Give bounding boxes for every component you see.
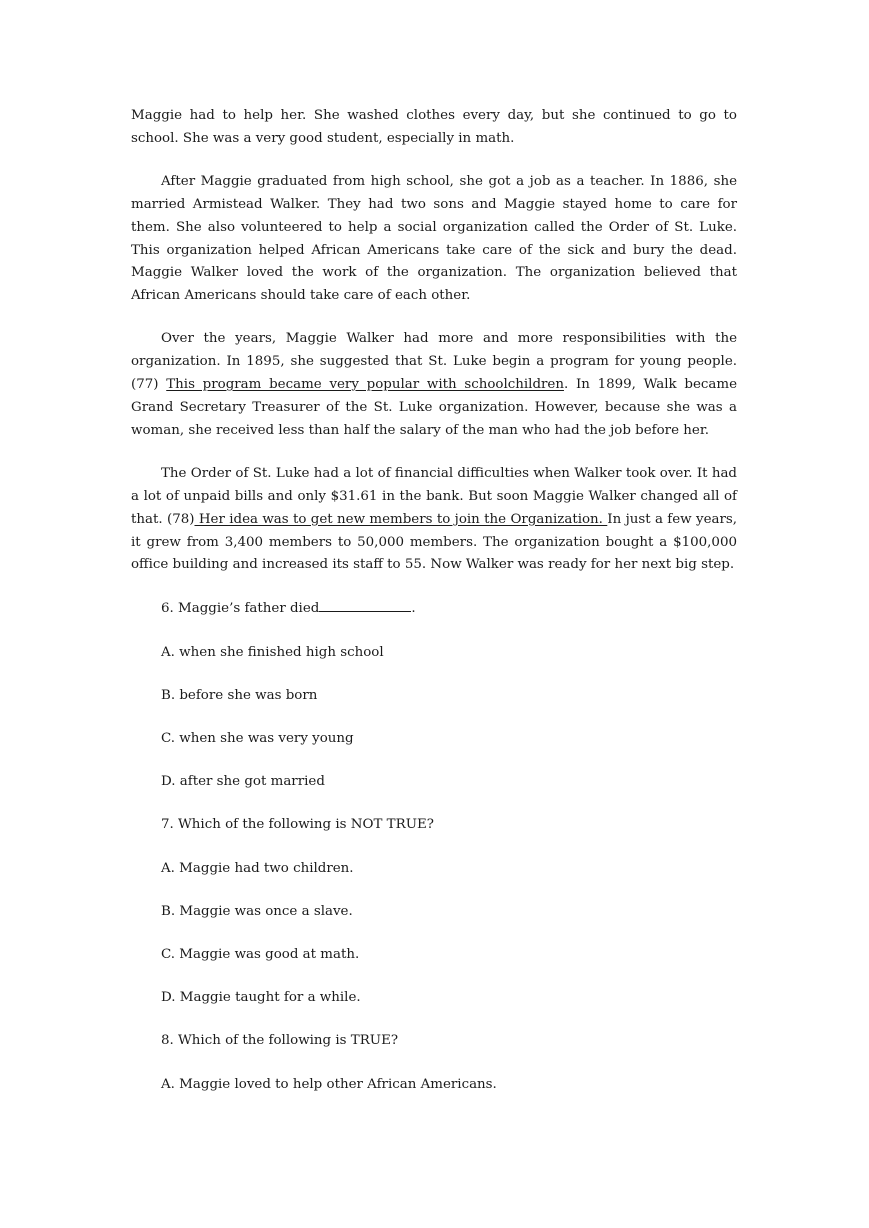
question-stem-end: . [411, 601, 416, 617]
answer-option-d: D. after she got married [161, 774, 325, 790]
passage-text: . In 1899, Walk became Grand Secretary Treasurer of the St. Luke organization. However, because she was a woman, she received less than half the salary of the man who had the job before her. [131, 377, 737, 438]
passage-paragraph-4 [131, 463, 737, 578]
question-6 [131, 597, 737, 794]
answer-option-c: C. when she was very young [161, 730, 354, 746]
document-page [131, 105, 737, 1117]
answer-option-c: C. Maggie was good at math. [161, 946, 360, 962]
question-stem: 7. Which of the following is NOT TRUE? [161, 817, 434, 833]
passage-text: Maggie had to help her. She washed clothes every day, but she continued to go to school. She was a very good student, especially in math. [131, 108, 737, 146]
question-7 [131, 814, 737, 1010]
answer-option-a: A. Maggie loved to help other African Americans. [161, 1076, 497, 1092]
answer-option-a: A. when she finished high school [161, 644, 384, 660]
passage-paragraph-3 [131, 328, 737, 443]
question-stem [131, 597, 737, 621]
question-8 [131, 1030, 737, 1096]
answer-option-b: B. Maggie was once a slave. [161, 903, 353, 919]
passage-paragraph-2 [131, 171, 737, 308]
underlined-sentence-77: This program became very popular with schoolchildren [166, 377, 564, 393]
answer-option-a: A. Maggie had two children. [161, 860, 354, 876]
passage-text: After Maggie graduated from high school, she got a job as a teacher. In 1886, she married Armistead Walker. They had two sons and Maggie stayed home to care for them. She also volunteered to help a social organization called the Order of St. Luke. This organization helped African Americans take care of the sick and bury the dead. Maggie Walker loved the work of the organization. The organization believed that African Americans should take care of each other. [131, 173, 737, 304]
question-stem: 8. Which of the following is TRUE? [161, 1033, 399, 1049]
answer-option-d: D. Maggie taught for a while. [161, 990, 361, 1006]
underlined-sentence-78: Her idea was to get new members to join the Organization. [194, 511, 608, 527]
answer-blank [319, 597, 411, 612]
passage-text: The Order of St. Luke had a lot of financial difficulties when Walker took over. It had a lot of unpaid bills and only $31.61 in the bank. But soon Maggie Walker changed all of that. (78) [131, 465, 737, 527]
question-stem-text: 6. Maggie’s father died [161, 601, 320, 617]
passage-text: In just a few years, it grew from 3,400 members to 50,000 members. The organization bought a $100,000 office building and increased its staff to 55. Now Walker was ready for her next big step. [131, 511, 738, 573]
passage-paragraph-1 [131, 105, 737, 151]
passage-text: Over the years, Maggie Walker had more and more responsibilities with the organization. In 1895, she suggested that St. Luke begin a program for young people. (77) [131, 331, 737, 393]
answer-option-b: B. before she was born [161, 687, 318, 703]
